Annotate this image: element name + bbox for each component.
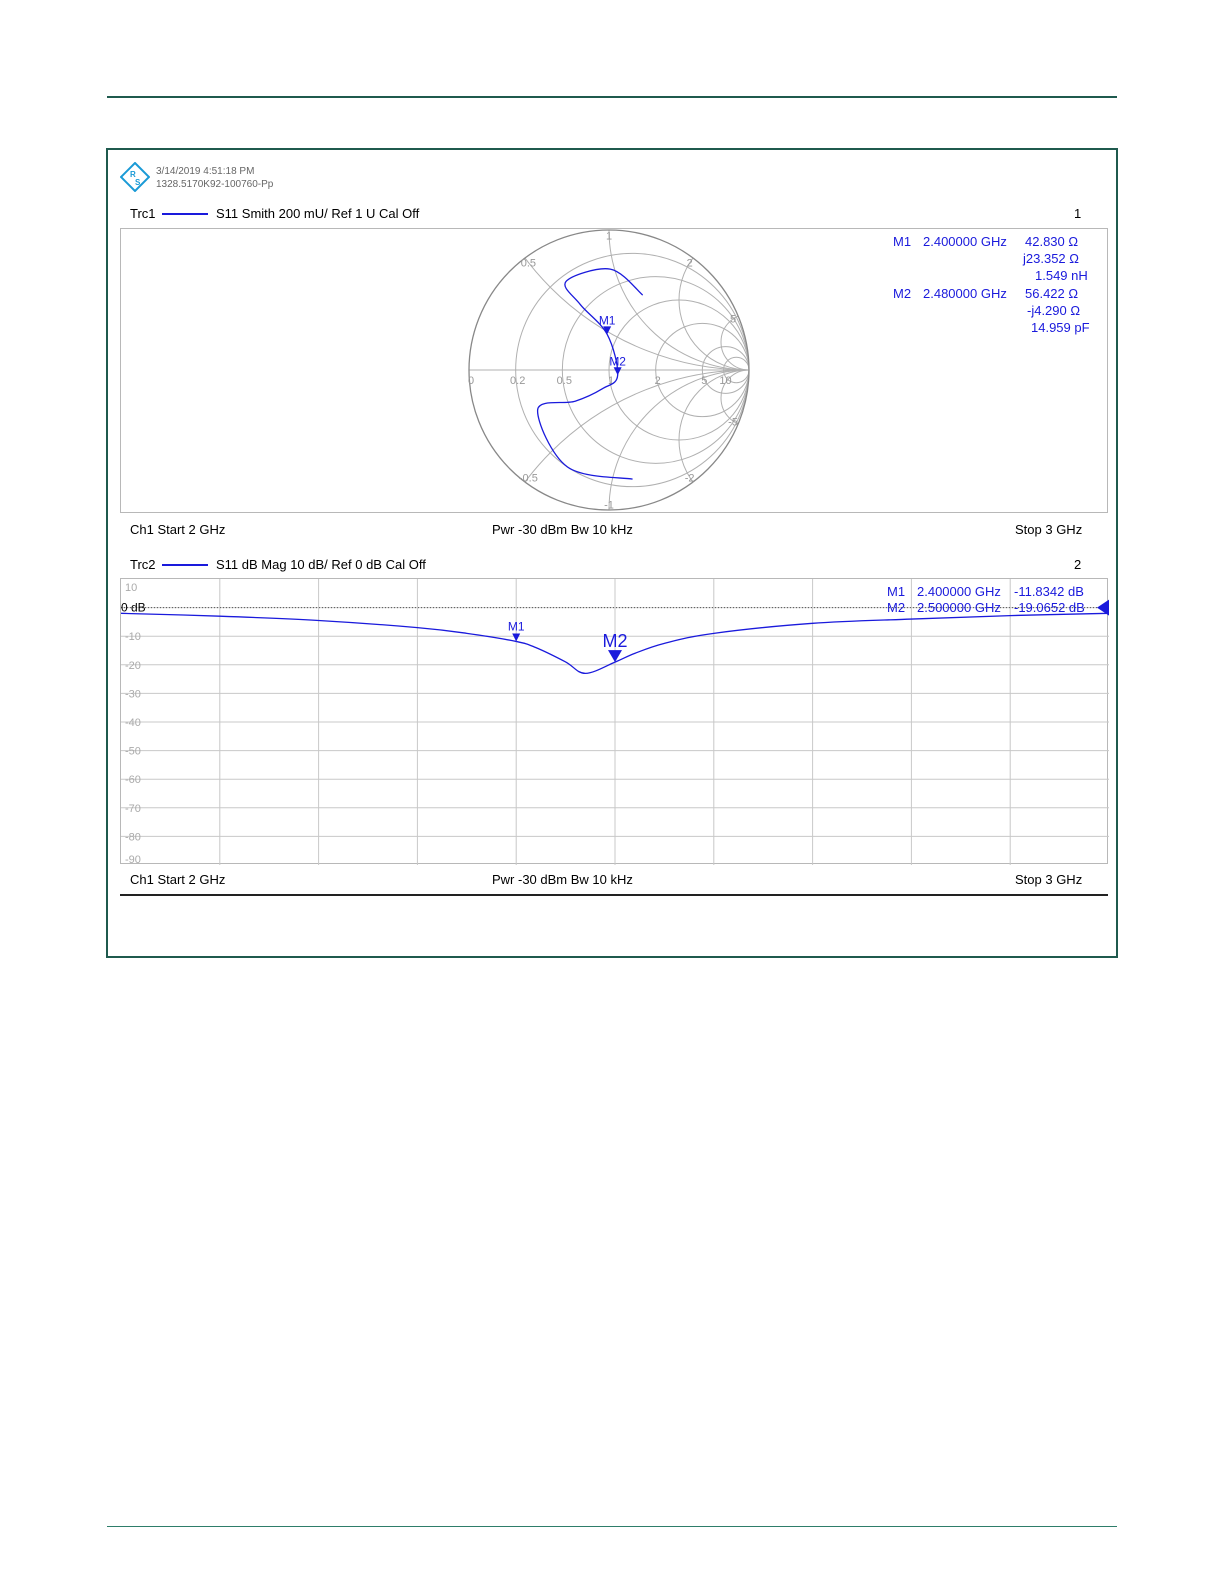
page-header-rule (107, 96, 1117, 98)
db-tick-label: -30 (125, 688, 141, 701)
db-m2-label: M2 (887, 600, 906, 615)
trc1-line-swatch (162, 212, 208, 216)
instrument-id: 1328.5170K92-100760-Pp (156, 179, 274, 190)
reactance-label: 0.5 (520, 257, 537, 270)
trc2-description: S11 dB Mag 10 dB/ Ref 0 dB Cal Off (216, 557, 426, 572)
db-m2-freq: 2.500000 GHz (917, 600, 1001, 615)
trc1-window-number: 1 (1074, 206, 1082, 221)
resistance-label: 2 (654, 375, 661, 387)
db-mag-panel (120, 578, 1108, 864)
reactance-label: 5 (729, 313, 737, 326)
page-footer-rule (107, 1526, 1117, 1527)
smith-marker-triangle-m2 (614, 367, 622, 375)
smith-m2-reactance: -j4.290 Ω (1027, 303, 1081, 318)
smith-chart (121, 229, 1109, 514)
resistance-label: 5 (701, 375, 708, 387)
db-panel-bottom-rule (120, 894, 1108, 896)
db-marker-text-m2: M2 (602, 631, 628, 652)
smith-m1-equivalent: 1.549 nH (1035, 268, 1088, 283)
db-m1-value: -11.8342 dB (1014, 584, 1084, 599)
trc1-footer-stop: Stop 3 GHz (1015, 522, 1083, 537)
reactance-arc-positive (679, 230, 819, 370)
db-tick-label: -40 (125, 717, 141, 729)
resistance-label: 0.2 (510, 375, 526, 387)
reactance-arc-negative (469, 370, 1029, 514)
db-tick-label: -10 (125, 631, 141, 644)
rs-logo-icon (120, 162, 150, 192)
db-tick-label: -80 (125, 831, 141, 844)
trc2-name: Trc2 (130, 557, 156, 572)
db-m1-label: M1 (887, 584, 906, 599)
smith-marker-text-m2: M2 (609, 354, 626, 369)
smith-m1-label: M1 (893, 234, 912, 249)
smith-marker-text-m1: M1 (598, 313, 616, 328)
smith-m1-resistance: 42.830 Ω (1025, 234, 1079, 249)
smith-m2-resistance: 56.422 Ω (1025, 286, 1079, 301)
reactance-label: -1 (604, 499, 614, 512)
reactance-label: -2 (684, 472, 695, 485)
smith-m2-equivalent: 14.959 pF (1031, 320, 1090, 335)
trc2-window-number: 2 (1074, 557, 1082, 572)
timestamp: 3/14/2019 4:51:18 PM (156, 166, 255, 177)
db-mag-chart (121, 579, 1109, 865)
svg-text:S: S (135, 178, 141, 187)
db-m2-value: -19.0652 dB (1014, 600, 1085, 615)
trc1-description: S11 Smith 200 mU/ Ref 1 U Cal Off (216, 206, 420, 221)
smith-m2-label: M2 (893, 286, 912, 301)
smith-m1-reactance: j23.352 Ω (1023, 251, 1079, 266)
db-tick-label: -70 (125, 802, 141, 815)
db-m1-freq: 2.400000 GHz (917, 584, 1001, 599)
resistance-label: 0 (467, 375, 475, 387)
db-tick-label: -90 (125, 854, 141, 865)
reactance-label: 1 (605, 230, 613, 243)
reactance-arc-negative (679, 370, 819, 510)
reactance-arc-positive (609, 229, 889, 370)
smith-chart-panel (120, 228, 1108, 513)
trc1-name: Trc1 (130, 206, 156, 221)
rs-stamp (120, 162, 274, 197)
screenshot-frame (106, 148, 1118, 958)
db-tick-label: -60 (125, 774, 141, 787)
resistance-label: 10 (719, 375, 732, 387)
trc2-footer-start: Ch1 Start 2 GHz (130, 872, 226, 887)
db-reference-label: 0 dB (121, 600, 146, 615)
trc1-footer-power: Pwr -30 dBm Bw 10 kHz (492, 522, 633, 537)
db-tick-label: 10 (125, 582, 138, 594)
trc2-line-swatch (162, 563, 208, 567)
smith-m2-freq: 2.480000 GHz (923, 286, 1007, 301)
trc1-footer-start: Ch1 Start 2 GHz (130, 522, 226, 537)
resistance-label: 0.5 (556, 375, 572, 387)
resistance-label: 1 (607, 375, 615, 387)
reactance-label: -5 (728, 416, 738, 429)
reactance-arc-negative (609, 370, 889, 514)
db-marker-text-m1: M1 (507, 619, 525, 634)
reactance-label: -0.5 (518, 472, 538, 485)
smith-s11-trace (538, 269, 643, 479)
trc2-footer-stop: Stop 3 GHz (1015, 872, 1083, 887)
db-tick-label: -50 (125, 745, 141, 758)
smith-m1-freq: 2.400000 GHz (923, 234, 1007, 249)
trc2-footer-power: Pwr -30 dBm Bw 10 kHz (492, 872, 633, 887)
reactance-label: 2 (686, 257, 693, 270)
svg-text:R: R (130, 170, 136, 179)
db-tick-label: -20 (125, 659, 141, 672)
